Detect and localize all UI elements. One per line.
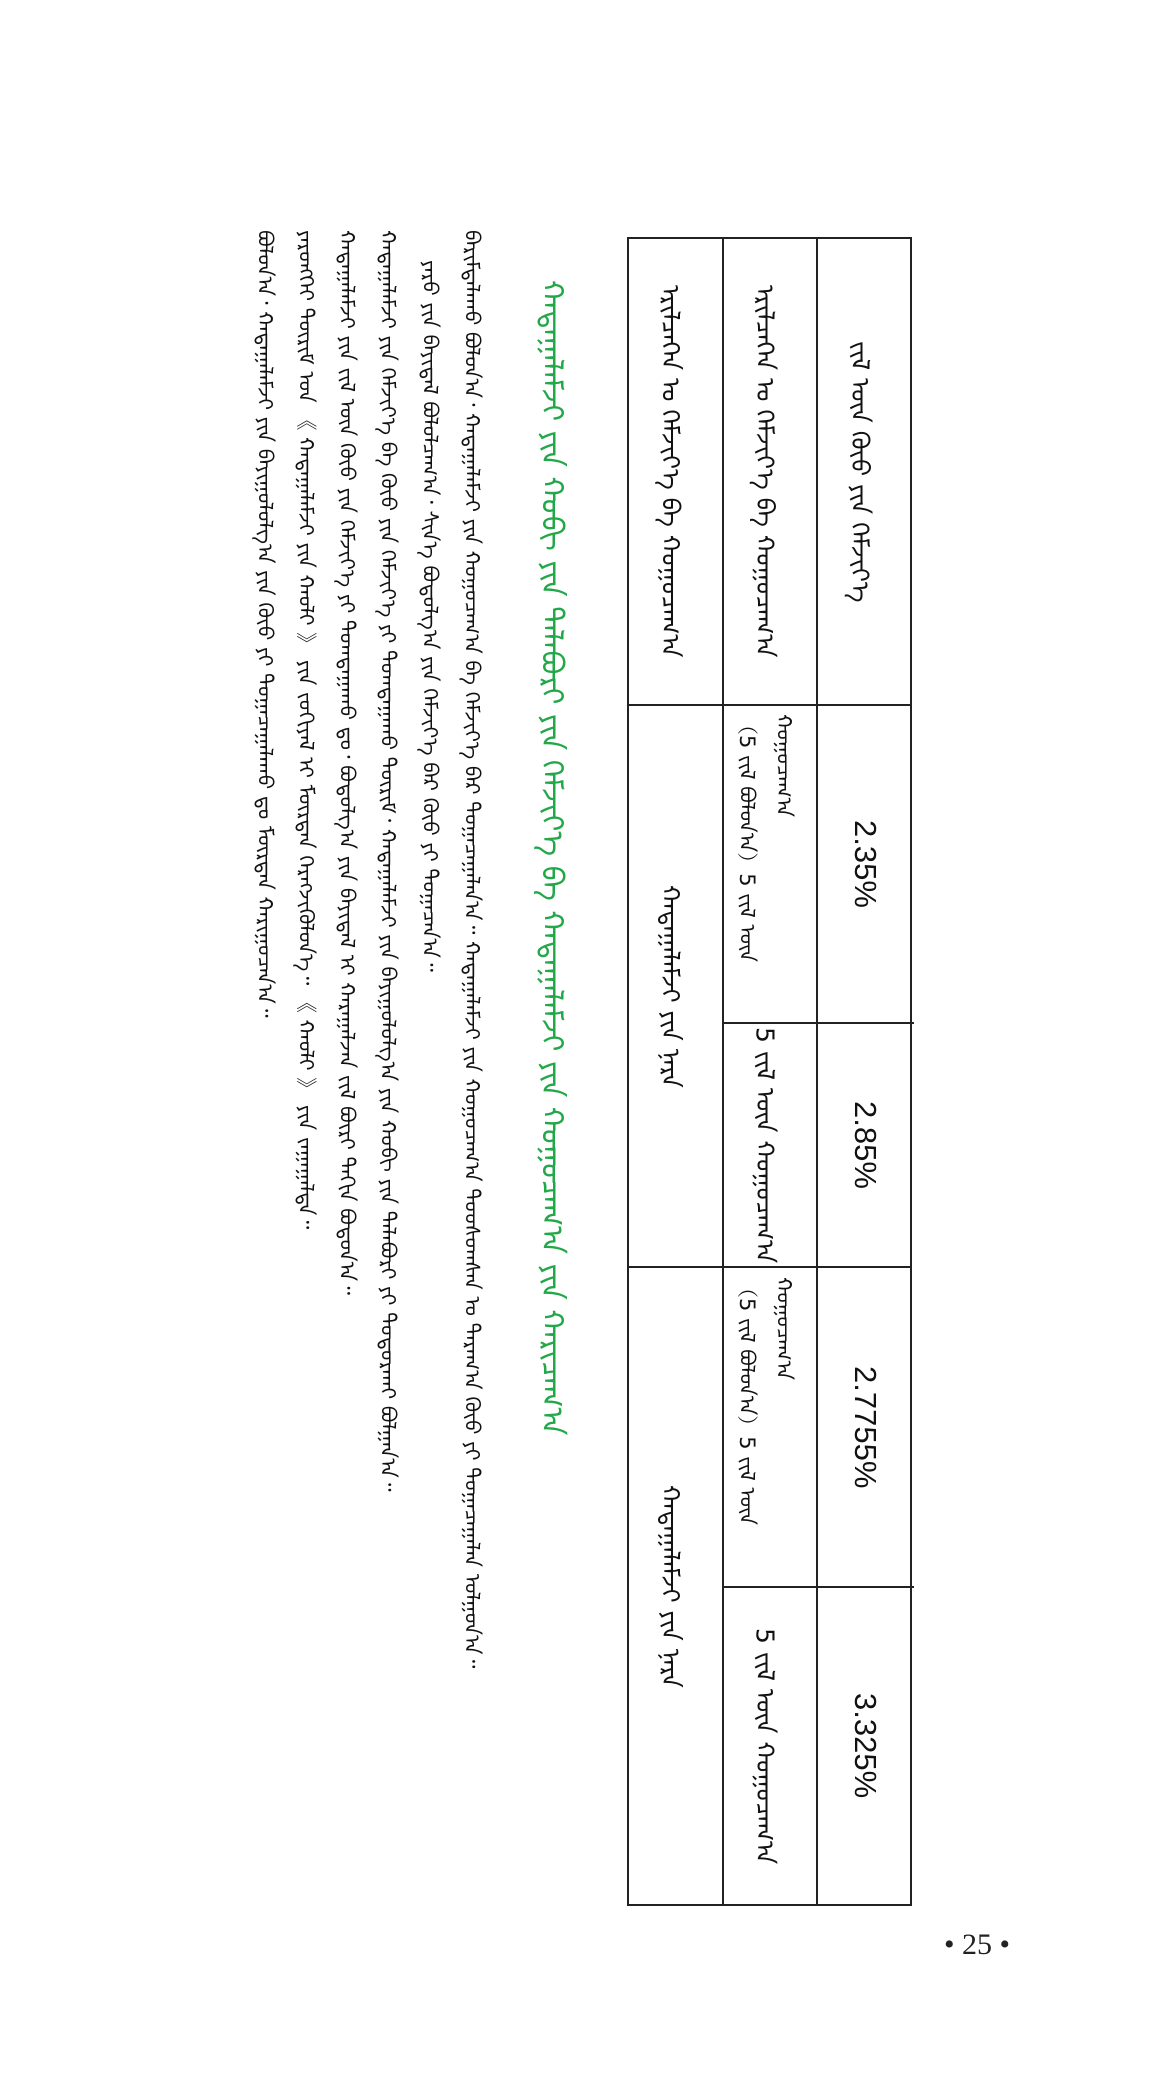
body-line: ᠬᠠᠳᠠᠭᠠᠯᠠᠮᠵᠢ ᠶᠢᠨ ᠬᠡᠮᠵᠢᠶ᠎ᠡ ᠪᠠ ᠬᠦᠦ ᠶᠢᠨ ᠬᠡᠮᠵᠢᠶ᠎ᠡ ᠶᠢ ᠲᠣᠭᠲᠠᠭᠠᠬᠤ ᠳᠦᠷᠢᠮ᠂ ᠬᠠᠳᠠᠭᠠᠯᠠᠮᠵᠢ ᠶᠢᠨ ᠪᠠᠶᠢᠭᠤᠯᠤᠯᠭ᠎ᠠ ᠶᠢᠨ ᠬᠤᠪᠢ ᠶᠢᠨ ᠲᠠᠯᠠᠪᠤᠷᠢ ᠶᠢ ᠲᠣᠳᠣᠷᠬᠠᠶ ᠪᠣᠯᠭᠠᠨ᠎ᠠ᠃ (376, 230, 400, 1492)
body-line: ᠪᠣᠯᠣᠨ᠎ᠠ᠂ ᠬᠠᠳᠠᠭᠠᠯᠠᠮᠵᠢ ᠶᠢᠨ ᠪᠠᠶᠢᠭᠤᠯᠤᠯᠭ᠎ᠠ ᠶᠢᠨ ᠬᠦᠦ ᠶᠢ ᠲᠣᠭᠠᠴᠠᠭᠠᠯᠠᠬᠤ ᠳᠤ ᠮᠥᠷᠳᠡᠨ ᠬᠠᠷᠢᠭᠤᠴᠠᠨ᠎ᠠ᠃ (253, 230, 277, 1018)
term-cell: 5 ᠵᠢᠯ ᠦᠨ ᠬᠤᠭᠤᠴᠠᠭ᠎ᠠ (750, 1026, 780, 1264)
table-header-middle: ᠡᠷᠢᠯᠴᠡᠭᠡᠨ ᠤ ᠬᠡᠮᠵᠢᠶ᠎ᠡ ᠪᠠ ᠬᠤᠭᠤᠴᠠᠭ᠎ᠠ (750, 285, 780, 658)
group-cell: ᠬᠠᠳᠠᠭᠠᠯᠠᠮᠵᠢ ᠶᠢᠨ ᠨᠡᠷᠡ (656, 884, 685, 1088)
rate-cell: 2.85% (848, 1101, 883, 1189)
body-line: ᠬᠠᠳᠠᠭᠠᠯᠠᠮᠵᠢ ᠶᠢᠨ ᠵᠢᠯ ᠦᠨ ᠬᠦᠦ ᠶᠢᠨ ᠬᠡᠮᠵᠢᠶ᠎ᠡ ᠶᠢ ᠲᠣᠭᠲᠠᠭᠠᠬᠤ ᠳᠤ᠂ ᠪᠣᠳᠤᠯᠭ᠎ᠠ ᠶᠢᠨ ᠪᠠᠶᠢᠳᠠᠯ ᠢ ᠬᠠᠷᠠᠭᠠᠯᠵᠠᠨ ᠵᠢᠯ ᠪᠦᠷᠢ ᠳᠠᠬᠢᠨ ᠪᠣᠳᠤᠨ᠎ᠠ᠃ (335, 230, 359, 1295)
group-cell: ᠬᠠᠳᠠᠭᠠᠯᠠᠮᠵᠢ ᠶᠢᠨ ᠨᠡᠷᠡ (656, 1484, 685, 1688)
body-line: ᠶᠡᠷᠦ ᠶᠢᠨ ᠪᠠᠶᠢᠳᠠᠯ ᠪᠣᠯᠣᠯᠴᠠᠭ᠎ᠠ᠂ ᠰᠢᠨ᠎ᠡ ᠪᠣᠳᠤᠯᠭ᠎ᠠ ᠶᠢᠨ ᠬᠡᠮᠵᠢᠶ᠎ᠡ ᠪᠡᠷ ᠬᠦᠦ ᠶᠢ ᠲᠣᠭᠠᠴᠠᠨ᠎ᠠ᠃ (418, 260, 442, 972)
rate-cell: 3.325% (848, 1693, 883, 1799)
section-heading: ᠬᠠᠳᠠᠭᠠᠯᠠᠮᠵᠢ ᠶᠢᠨ ᠬᠤᠪᠢ ᠶᠢᠨ ᠲᠠᠯᠠᠪᠤᠷᠢ ᠶᠢᠨ ᠬᠡᠮᠵᠢᠶ᠎ᠡ ᠪᠠ ᠬᠠᠳᠠᠭᠠᠯᠠᠮᠵᠢ ᠶᠢᠨ ᠬᠤᠭᠤᠴᠠᠭ᠎ᠠ ᠶᠢᠨ ᠬᠠᠷᠢᠴᠠᠭ᠎ᠠ (534, 280, 569, 1436)
page-number: • 25 • (944, 1928, 1011, 1961)
term-cell: （5 ᠵᠢᠯ ᠪᠣᠯᠣᠨ᠎ᠠ）5 ᠵᠢᠯ ᠦᠨ ᠬᠤᠭᠤᠴᠠᠭ᠎ᠠ (735, 1277, 796, 1525)
rate-cell: 2.35% (848, 820, 883, 908)
rate-table (627, 237, 912, 1906)
body-line: ᠶᠡᠷᠦᠩᠬᠡᠢ ᠳᠦᠷᠢᠮ ᠤᠨ 《 ᠬᠠᠳᠠᠭᠠᠯᠠᠮᠵᠢ ᠶᠢᠨ ᠬᠠᠤᠯᠢ 》 ᠶᠢᠨ ᠵᠣᠬᠢᠶᠠᠯ ᠢ ᠮᠥᠷᠳᠡᠨ ᠬᠡᠷᠡᠭᠵᠢᠭᠦᠯᠦᠨ᠎ᠡ᠃ 《 ᠬᠠᠤᠯᠢ 》 ᠶᠢᠨ ᠵᠠᠭᠠᠭᠠᠯᠲᠠ᠃ (294, 230, 318, 1230)
table-header-bottom: ᠵᠢᠯ ᠦᠨ ᠬᠦᠦ ᠶᠢᠨ ᠬᠡᠮᠵᠢᠶ᠎ᠡ (845, 340, 875, 603)
body-line: ᠪᠠᠷᠢᠮᠲᠠᠯᠠᠬᠤ ᠪᠣᠯᠤᠨ᠎ᠠ᠂ ᠬᠠᠳᠠᠭᠠᠯᠠᠮᠵᠢ ᠶᠢᠨ ᠬᠤᠭᠤᠴᠠᠭ᠎ᠠ ᠪᠠ ᠬᠡᠮᠵᠢᠶ᠎ᠡ ᠪᠡᠷ ᠲᠣᠭᠠᠴᠠᠭᠠᠯᠠᠨ᠎ᠠ᠃ ᠬᠠᠳᠠᠭᠠᠯᠠᠮᠵᠢ ᠶᠢᠨ ᠬᠤᠭᠤᠴᠠᠭ᠎ᠠ ᠳᠤᠤᠰᠤᠭᠰᠠᠨ ᠤ ᠳᠠᠷᠠᠭ᠎ᠠ ᠬᠦᠦ ᠶᠢ ᠲᠣᠭᠠᠴᠠᠭᠠᠯᠠᠨ ᠣᠯᠭᠣᠨ᠎ᠠ᠃ (460, 230, 484, 1669)
term-cell: 5 ᠵᠢᠯ ᠦᠨ ᠬᠤᠭᠤᠴᠠᠭ᠎ᠠ (750, 1627, 780, 1865)
rate-cell: 2.7755% (848, 1365, 883, 1489)
term-cell: （5 ᠵᠢᠯ ᠪᠣᠯᠣᠨ᠎ᠠ）5 ᠵᠢᠯ ᠦᠨ ᠬᠤᠭᠤᠴᠠᠭ᠎ᠠ (735, 714, 796, 962)
table-header-top: ᠡᠷᠢᠯᠴᠡᠭᠡᠨ ᠤ ᠬᠡᠮᠵᠢᠶ᠎ᠡ ᠪᠠ ᠬᠤᠭᠤᠴᠠᠭ᠎ᠠ (656, 285, 685, 658)
